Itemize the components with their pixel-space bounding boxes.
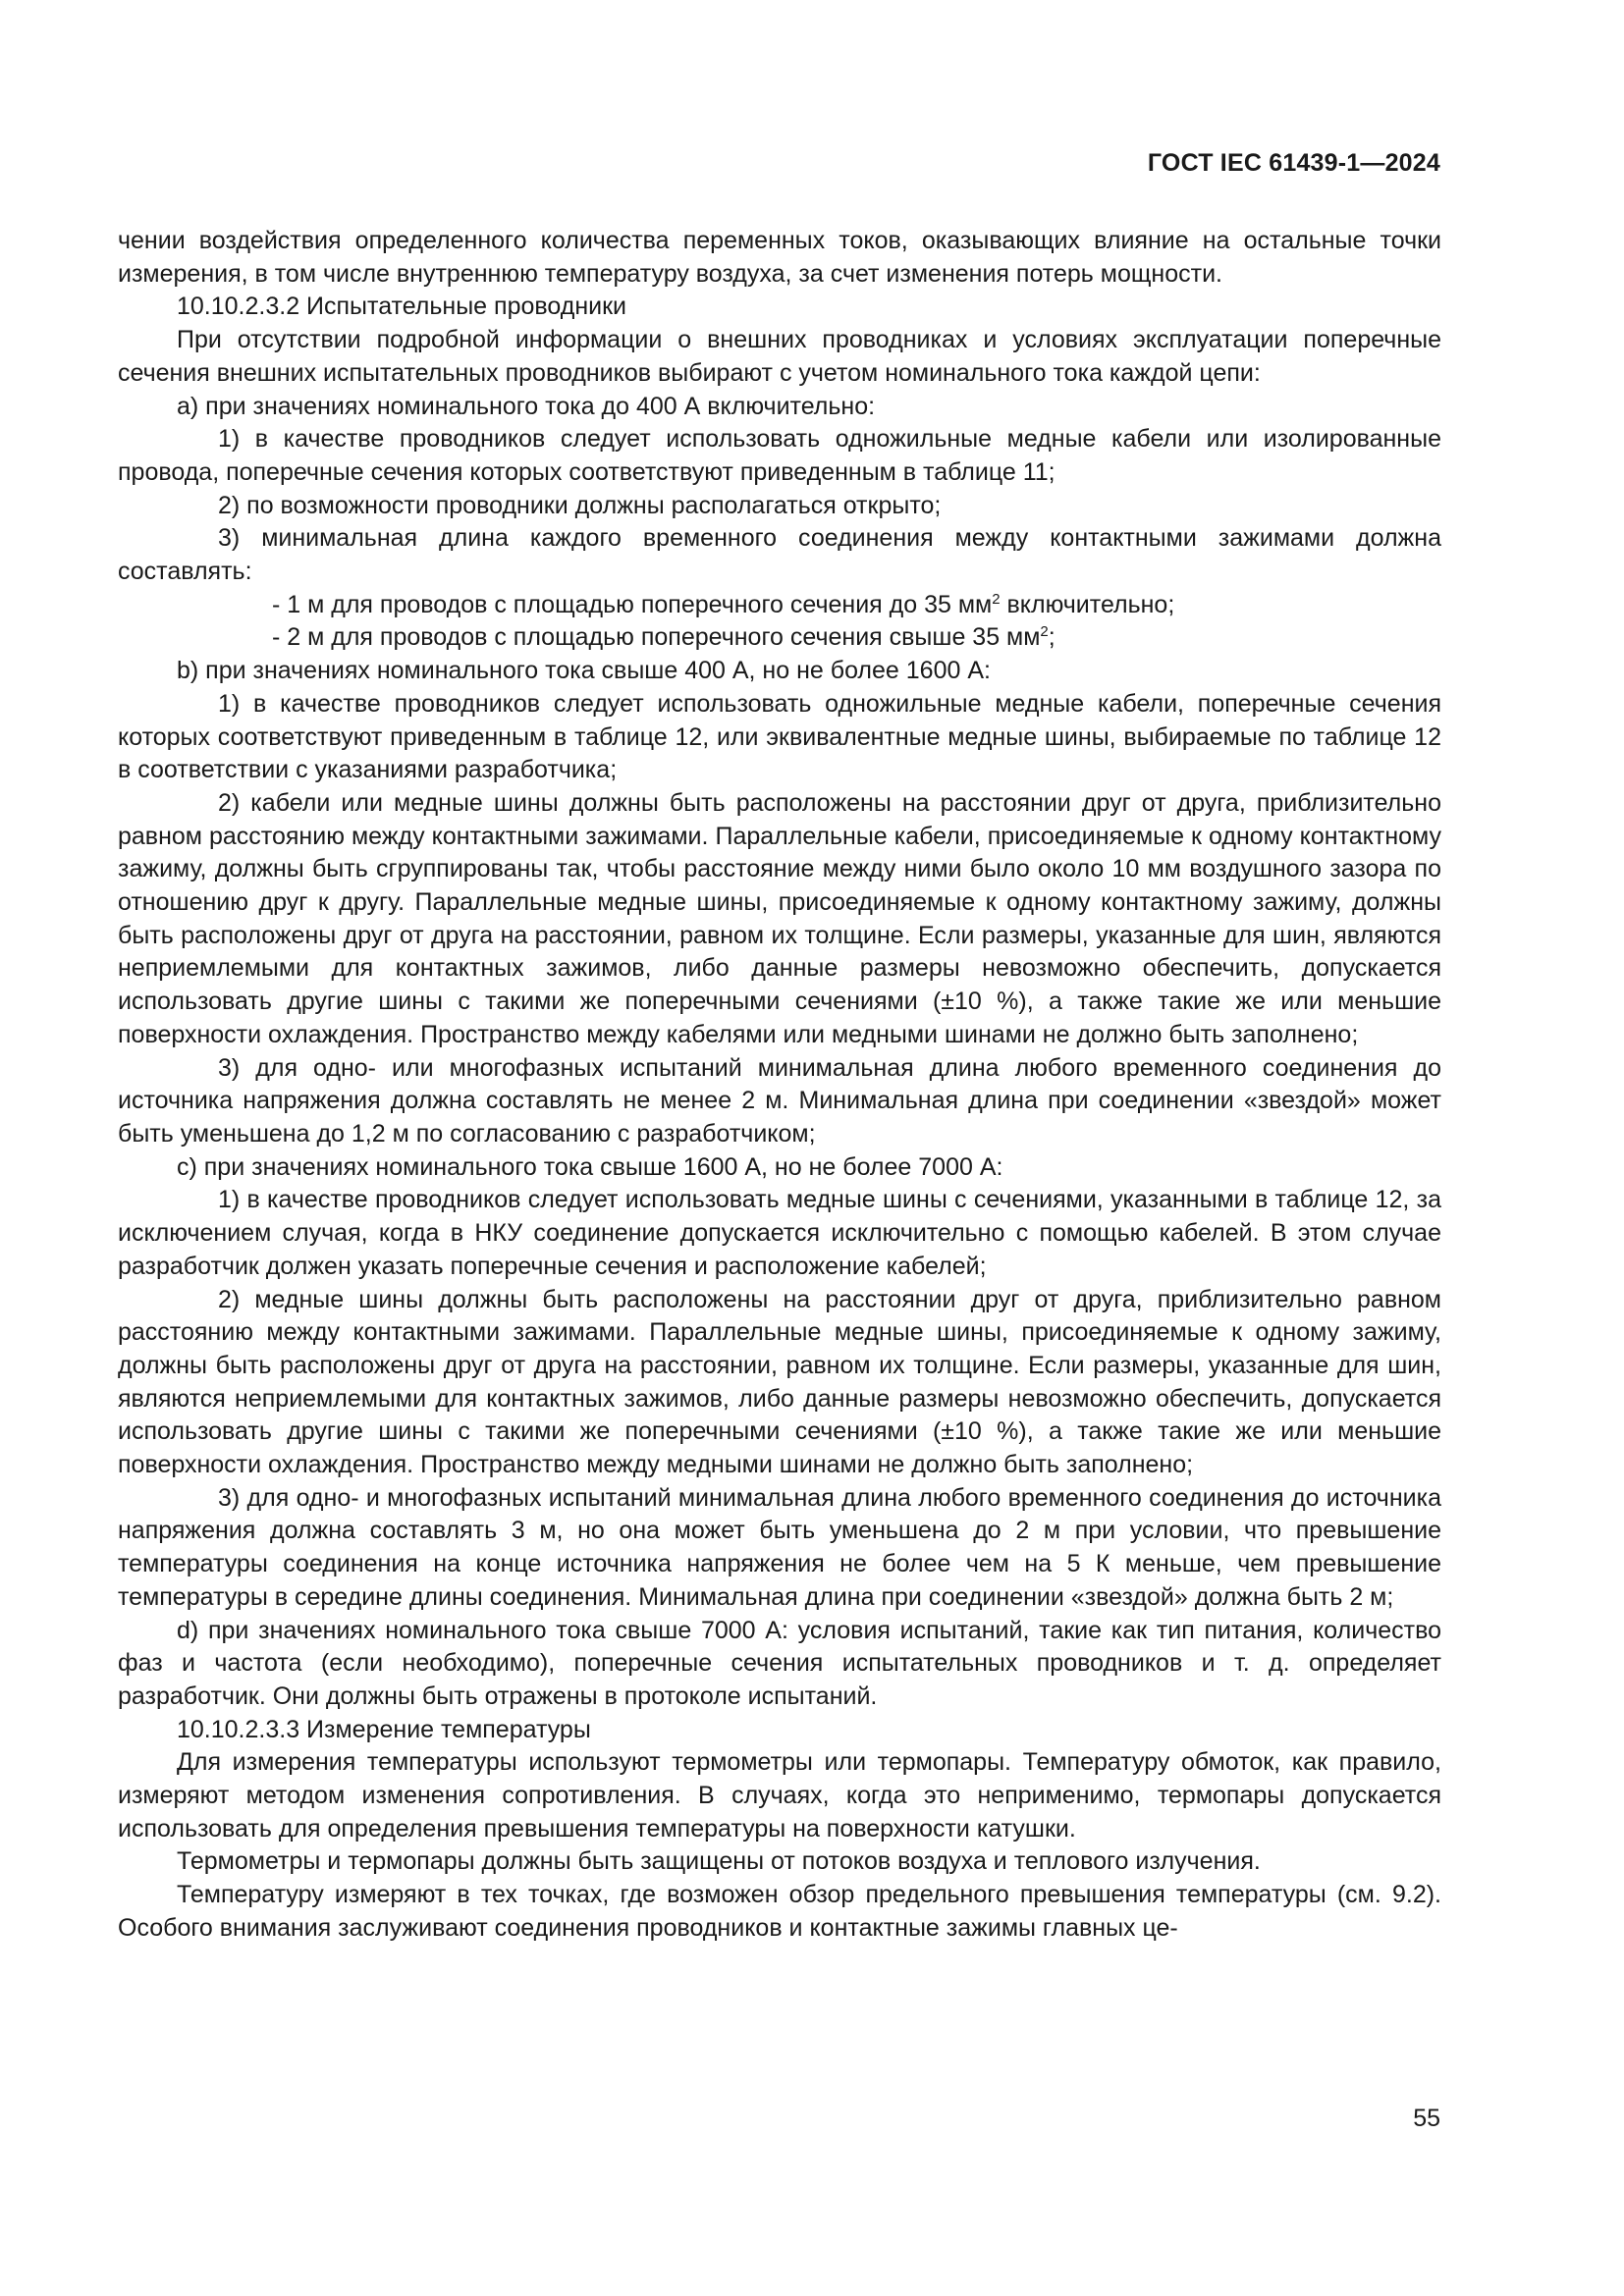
- page-number: 55: [1413, 2105, 1440, 2132]
- document-body: [118, 225, 1441, 1946]
- list-item: с) при значениях номинального тока свыше 1600 А, но не более 7000 А:: [177, 1152, 1003, 1181]
- section-heading: 10.10.2.3.3 Измерение температуры: [177, 1715, 591, 1743]
- list-item: 1) в качестве проводников следует использовать одножильные медные кабели, поперечные сечения которых соответствуют приведенным в таблице 12, или эквивалентные медные шины, выбираемые по таблице 12 в соответствии с указаниями разработчика;: [118, 689, 1441, 784]
- paragraph: Для измерения температуры используют термометры или термопары. Температуру обмоток, как правило, измеряют методом изменения сопротивления. В случаях, когда это неприменимо, термопары допускается использовать для определения превышения температуры на поверхности катушки.: [118, 1748, 1441, 1842]
- section-heading: 10.10.2.3.2 Испытательные проводники: [177, 293, 626, 321]
- paragraph: чении воздействия определенного количества переменных токов, оказывающих влияние на остальные точки измерения, в том числе внутреннюю температуру воздуха, за счет изменения потерь мощности.: [118, 227, 1441, 288]
- paragraph: Температуру измеряют в тех точках, где возможен обзор предельного превышения температуры (см. 9.2). Особого внимания заслуживают соединения проводников и контактные зажимы главных це-: [118, 1881, 1441, 1942]
- paragraph: При отсутствии подробной информации о внешних проводниках и условиях эксплуатации поперечные сечения внешних испытательных проводников выбирают с учетом номинального тока каждой цепи:: [118, 326, 1441, 387]
- list-item: 3) для одно- или многофазных испытаний минимальная длина любого временного соединения до источника напряжения должна составлять не менее 2 м. Минимальная длина при соединении «звездой» может быть уменьшена до 1,2 м по согласованию с разработчиком;: [118, 1053, 1441, 1148]
- list-item: 2) медные шины должны быть расположены на расстоянии друг от друга, приблизительно равном расстоянию между контактными зажимами. Параллельные медные шины, присоединяемые к одному зажиму, должны быть расположены друг от друга на расстоянии, равном их толщине. Если размеры, указанные для шин, являются неприемлемыми для контактных зажимов, либо данные размеры невозможно обеспечить, допускается использовать другие шины с такими же поперечными сечениями (±10 %), а также такие же или меньшие поверхности охлаждения. Пространство между медными шинами не должно быть заполнено;: [118, 1285, 1441, 1479]
- list-item: d) при значениях номинального тока свыше 7000 А: условия испытаний, такие как тип питания, количество фаз и частота (если необходимо), поперечные сечения испытательных проводников и т. д. определяет разработчик. Они должны быть отражены в протоколе испытаний.: [118, 1616, 1441, 1710]
- list-item: 1) в качестве проводников следует использовать одножильные медные кабели или изолированные провода, поперечные сечения которых соответствуют приведенным в таблице 11;: [118, 425, 1441, 486]
- list-item: 3) минимальная длина каждого временного соединения между контактными зажимами должна составлять:: [118, 524, 1441, 586]
- document-header: ГОСТ IEC 61439-1—2024: [1147, 149, 1440, 177]
- dash-item: - 2 м для проводов с площадью поперечного сечения свыше 35 $мм^2$;: [272, 623, 1056, 652]
- list-item: 1) в качестве проводников следует использовать медные шины с сечениями, указанными в таблице 12, за исключением случая, когда в НКУ соединение допускается исключительно с помощью кабелей. В этом случае разработчик должен указать поперечные сечения и расположение кабелей;: [118, 1186, 1441, 1280]
- list-item: а) при значениях номинального тока до 400 А включительно:: [177, 392, 876, 420]
- list-item: b) при значениях номинального тока свыше 400 А, но не более 1600 А:: [177, 657, 991, 685]
- list-item: 3) для одно- и многофазных испытаний минимальная длина любого временного соединения до источника напряжения должна составлять 3 м, но она может быть уменьшена до 2 м при условии, что превышение температуры соединения на конце источника напряжения не более чем на 5 К меньше, чем превышение температуры в середине длины соединения. Минимальная длина при соединении «звездой» должна быть 2 м;: [118, 1483, 1441, 1611]
- paragraph: Термометры и термопары должны быть защищены от потоков воздуха и теплового излучения.: [177, 1847, 1261, 1876]
- list-item: 2) кабели или медные шины должны быть расположены на расстоянии друг от друга, приблизительно равном расстоянию между контактными зажимами. Параллельные кабели, присоединяемые к одному контактному зажиму, должны быть сгруппированы так, чтобы расстояние между ними было около 10 мм воздушного зазора по отношению друг к другу. Параллельные медные шины, присоединяемые к одному контактному зажиму, должны быть расположены друг от друга на расстоянии, равном их толщине. Если размеры, указанные для шин, являются неприемлемыми для контактных зажимов, либо данные размеры невозможно обеспечить, допускается использовать другие шины с такими же поперечными сечениями (±10 %), а также такие же или меньшие поверхности охлаждения. Пространство между кабелями или медными шинами не должно быть заполнено;: [118, 788, 1441, 1048]
- list-item: 2) по возможности проводники должны располагаться открыто;: [218, 491, 942, 519]
- dash-item: - 1 м для проводов с площадью поперечного сечения до 35 $мм^2$ включительно;: [272, 590, 1175, 618]
